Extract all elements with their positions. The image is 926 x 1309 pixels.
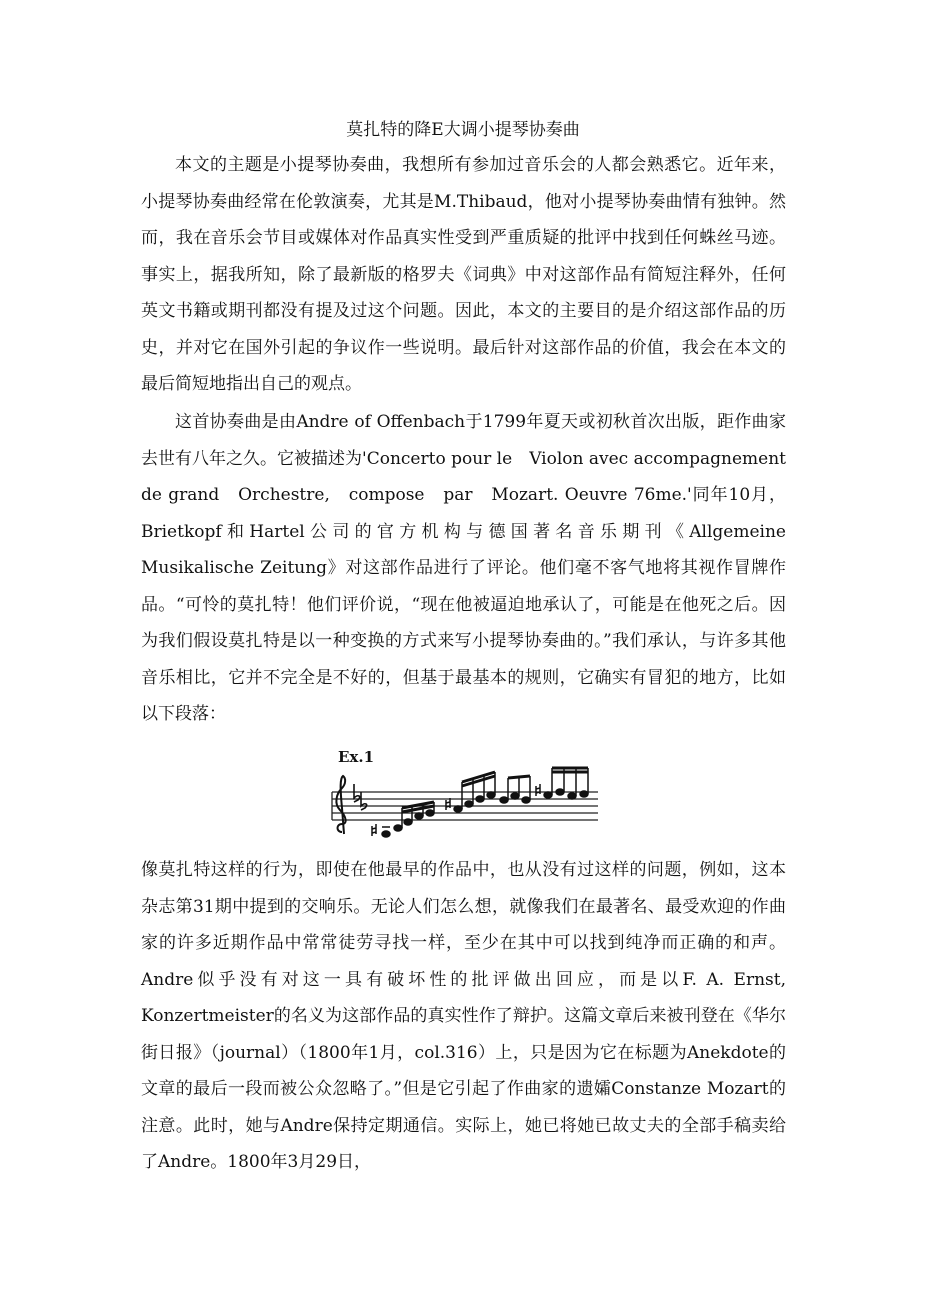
music-example-figure: [328, 748, 600, 844]
paragraph-2: 这首协奏曲是由Andre of Offenbach于1799年夏天或初秋首次出版，距作曲家去世有八年之久。它被描述为'Concerto pour le Violon avec accompagnement de grand Orchestre, compose par Mozart. Oeuvre 76me.'同年10月，Brietkopf和Hartel公司的官方机构与德国著名音乐期刊《Allgemeine Musikalische Zeitung》对这部作品进行了评论。他们毫不客气地将其视作冒牌作品。“可怜的莫扎特！他们评价说，“现在他被逼迫地承认了，可能是在他死之后。因为我们假设莫扎特是以一种变换的方式来写小提琴协奏曲的。”我们承认，与许多其他音乐相比，它并不完全是不好的，但基于最基本的规则，它确实有冒犯的地方，比如以下段落：: [141, 412, 786, 724]
paragraph-1: 本文的主题是小提琴协奏曲，我想所有参加过音乐会的人都会熟悉它。近年来，小提琴协奏曲经常在伦敦演奏，尤其是M.Thibaud，他对小提琴协奏曲情有独钟。然而，我在音乐会节目或媒体对作品真实性受到严重质疑的批评中找到任何蛛丝马迹。事实上，据我所知，除了最新版的格罗夫《词典》中对这部作品有简短注释外，任何英文书籍或期刊都没有提及过这个问题。因此，本文的主要目的是介绍这部作品的历史，并对它在国外引起的争议作一些说明。最后针对这部作品的价值，我会在本文的最后简短地指出自己的观点。: [141, 155, 786, 394]
paragraph-3: 像莫扎特这样的行为，即使在他最早的作品中，也从没有过这样的问题，例如，这本杂志第31期中提到的交响乐。无论人们怎么想，就像我们在最著名、最受欢迎的作曲家的许多近期作品中常常徒劳寻找一样，至少在其中可以找到纯净而正确的和声。Andre似乎没有对这一具有破坏性的批评做出回应，而是以F. A. Ernst, Konzertmeister的名义为这部作品的真实性作了辩护。这篇文章后来被刊登在《华尔街日报》（journal）（1800年1月，col.316）上，只是因为它在标题为Anekdote的文章的最后一段而被公众忽略了。”但是它引起了作曲家的遗孀Constanze Mozart的注意。此时，她与Andre保持定期通信。实际上，她已将她已故丈夫的全部手稿卖给了Andre。1800年3月29日，: [141, 860, 786, 1172]
music-example-label: Ex.1: [338, 748, 375, 766]
document-title: 莫扎特的降E大调小提琴协奏曲: [346, 120, 580, 140]
